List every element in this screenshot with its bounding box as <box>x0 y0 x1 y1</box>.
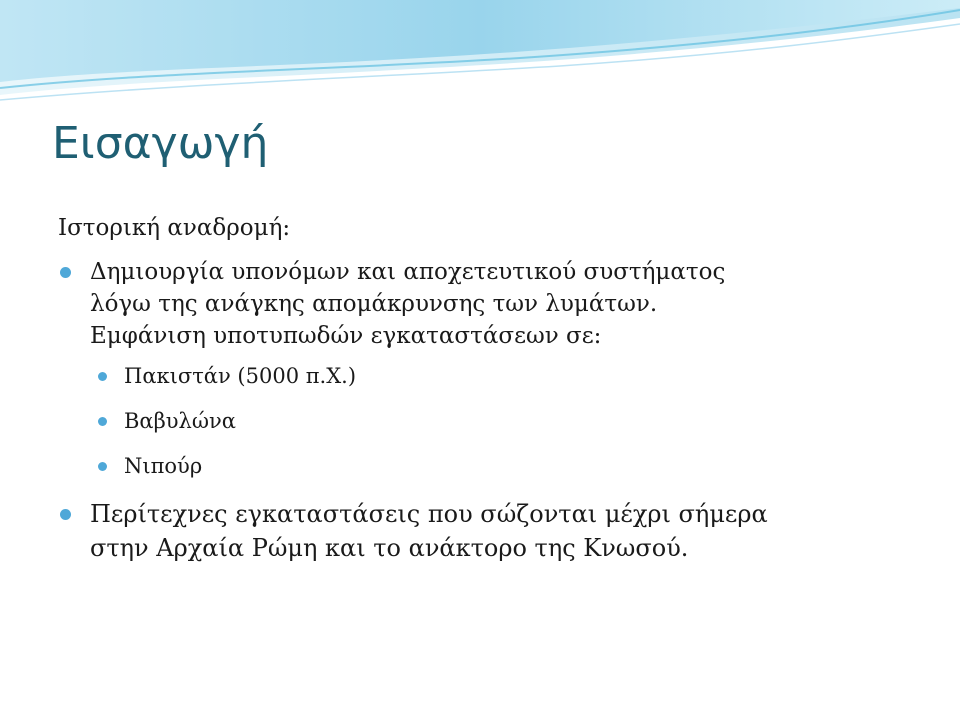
decorative-wave-header <box>0 0 960 110</box>
sub-bullet-item <box>96 362 938 390</box>
bullet-line: Περίτεχνες εγκαταστάσεις που σώζονται μέχρι σήμερα <box>90 500 768 528</box>
bullet-line: Εμφάνιση υποτυπωδών εγκαταστάσεων σε: <box>90 323 602 349</box>
sub-bullet-text: Πακιστάν (5000 π.Χ.) <box>124 364 357 388</box>
bullet-dot-icon <box>60 509 71 520</box>
bullet-dot-icon <box>60 267 71 278</box>
bullet-line: στην Αρχαία Ρώμη και το ανάκτορο της Κνωσού. <box>90 534 689 562</box>
slide-content <box>58 212 938 565</box>
sub-bullet-dot-icon <box>98 462 107 471</box>
bullet-line: λόγω της ανάγκης απομάκρυνσης των λυμάτων. <box>90 291 658 317</box>
bullet-item <box>58 256 938 352</box>
intro-text: Ιστορική αναδρομή: <box>58 215 291 241</box>
bullet-line: Δημιουργία υπονόμων και αποχετευτικού συστήματος <box>90 259 726 285</box>
sub-bullet-text: Βαβυλώνα <box>124 409 236 433</box>
sub-bullet-text: Νιπούρ <box>124 454 203 478</box>
sub-bullet-dot-icon <box>98 372 107 381</box>
sub-bullet-item <box>96 407 938 435</box>
sub-bullet-list <box>96 362 938 480</box>
bullet-item <box>58 497 938 565</box>
sub-bullet-item <box>96 452 938 480</box>
slide-title: Εισαγωγή <box>52 118 269 169</box>
sub-bullet-dot-icon <box>98 417 107 426</box>
